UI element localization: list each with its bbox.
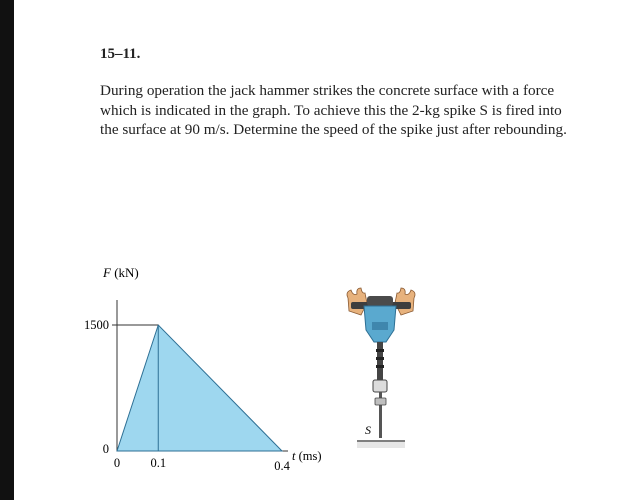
y-tick-label-1500: 1500 bbox=[84, 318, 109, 332]
x-tick-label-0-4: 0.4 bbox=[274, 459, 290, 473]
hammer-top-cap bbox=[367, 296, 393, 306]
x-axis-label bbox=[292, 449, 322, 463]
plot-area bbox=[84, 300, 322, 473]
concrete-surface-shading bbox=[357, 442, 405, 448]
y-tick-label-0: 0 bbox=[102, 442, 109, 456]
hammer-shaft bbox=[377, 342, 383, 380]
x-tick-label-0: 0 bbox=[113, 456, 121, 470]
x-axis-unit: (ms) bbox=[298, 449, 322, 463]
y-axis-var: F bbox=[103, 265, 111, 280]
shaft-ring-1 bbox=[376, 349, 384, 352]
problem-number: 15–11. bbox=[100, 46, 141, 62]
shaft-ring-3 bbox=[376, 365, 384, 368]
hammer-chuck bbox=[373, 380, 387, 392]
spike-label: S bbox=[365, 423, 371, 437]
impulse-triangle bbox=[117, 325, 282, 451]
x-tick-label-0-1: 0.1 bbox=[150, 456, 167, 470]
shaft-ring-2 bbox=[376, 357, 384, 360]
spike-collar bbox=[375, 398, 386, 405]
jack-hammer-illustration bbox=[347, 288, 415, 448]
problem-statement: During operation the jack hammer strikes the concrete surface with a force which is indicated in the graph. To achieve this the 2-kg spike S is fired into the surface at 90 m/s. Determine the speed of the spike just after rebounding. bbox=[100, 82, 567, 138]
y-axis-label bbox=[102, 265, 139, 280]
y-axis-unit: (kN) bbox=[114, 265, 139, 280]
x-axis-var: t bbox=[292, 449, 296, 463]
hammer-body-band bbox=[372, 322, 388, 330]
right-hand-icon bbox=[395, 288, 415, 315]
